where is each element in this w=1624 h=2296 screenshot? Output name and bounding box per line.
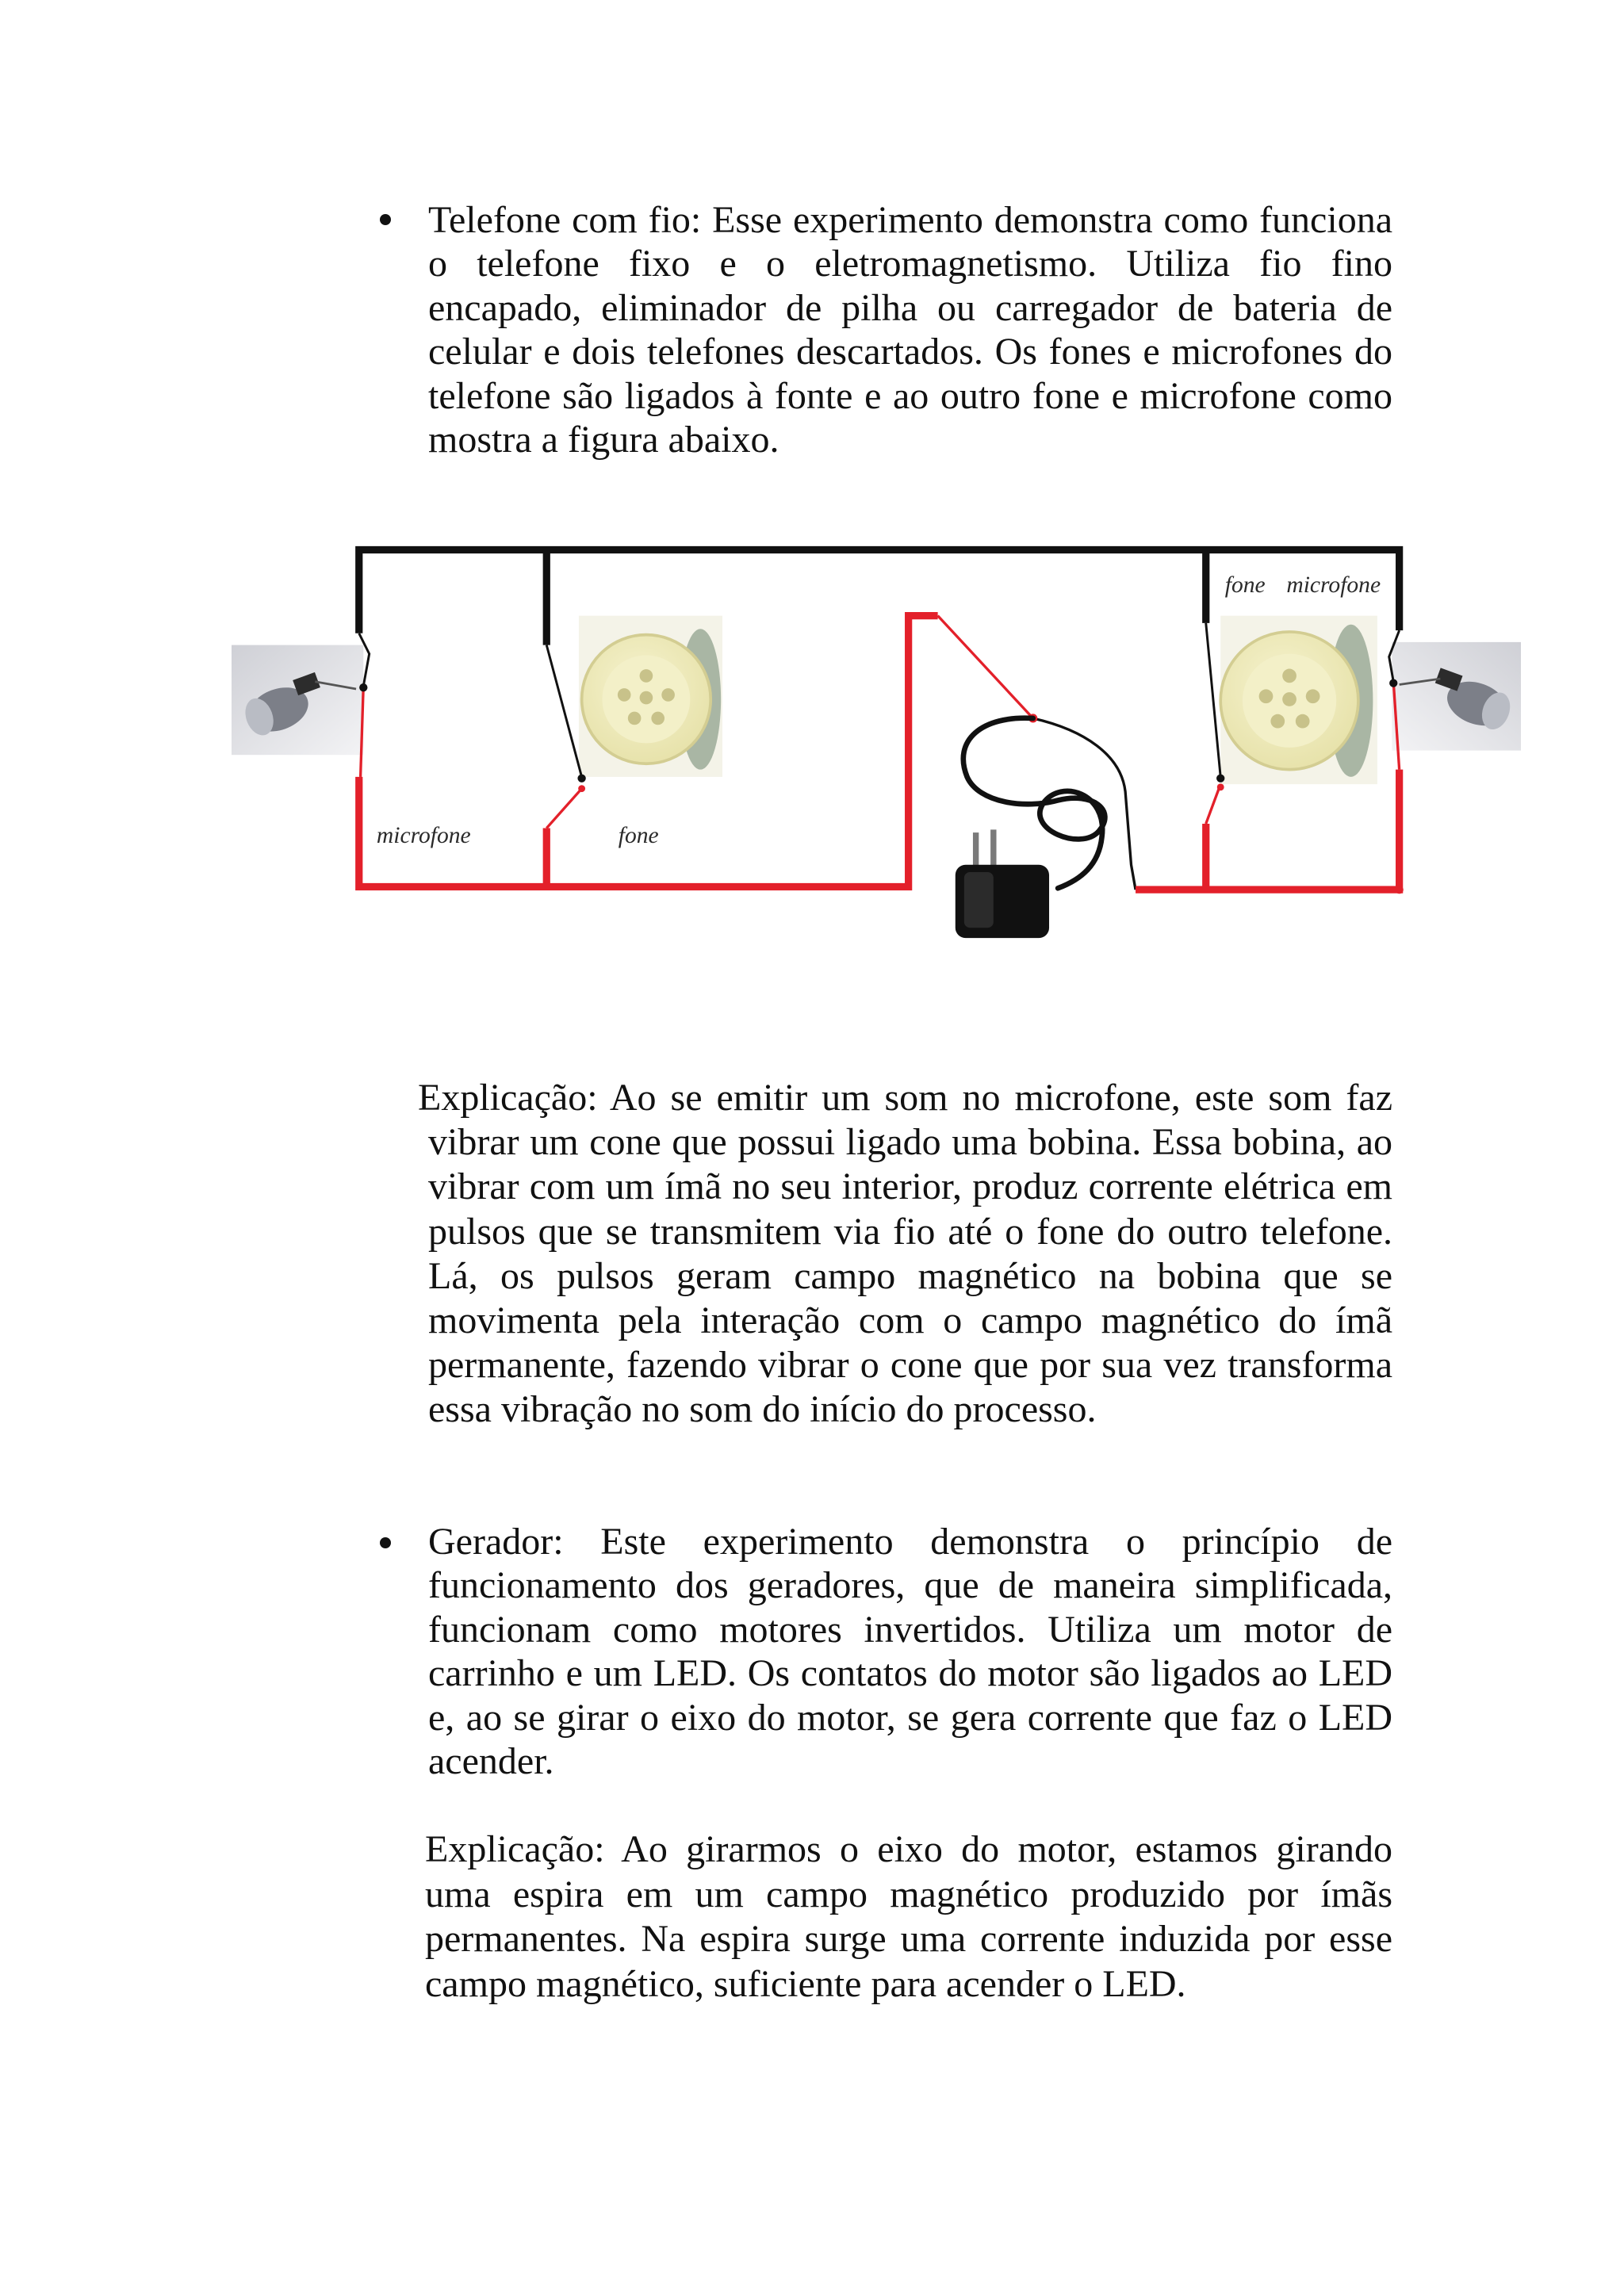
junction-dot bbox=[1395, 885, 1403, 893]
explanation-1-paragraph bbox=[418, 1076, 1392, 1433]
junction-dot bbox=[359, 683, 367, 691]
bullet-dot bbox=[380, 1537, 391, 1548]
paragraph-line: telefone são ligados à fonte e ao outro fone e microfone como bbox=[428, 374, 1392, 417]
paragraph-line: campo magnético, suficiente para acender o LED. bbox=[425, 1962, 1186, 2005]
charger-adapter-image bbox=[956, 718, 1105, 937]
charger-highlight bbox=[964, 871, 994, 927]
bullet-dot bbox=[380, 214, 391, 225]
paragraph-line: vibrar um cone que possui ligado uma bobina. Essa bobina, ao bbox=[428, 1121, 1392, 1164]
earpiece-hole bbox=[618, 688, 631, 702]
paragraph-line: Telefone com fio: Esse experimento demonstra como funciona bbox=[428, 199, 1392, 241]
left-earpiece-black-lead bbox=[546, 645, 581, 776]
junction-dot bbox=[1389, 679, 1397, 687]
left-microphone-image bbox=[232, 645, 363, 755]
paragraph-line: celular e dois telefones descartados. Os fones e microfones do bbox=[428, 331, 1392, 373]
paragraph-line: acender. bbox=[428, 1740, 554, 1783]
paragraph-line: essa vibração no som do início do processo. bbox=[428, 1388, 1097, 1431]
junction-dot bbox=[1217, 783, 1224, 790]
earpiece-hole bbox=[661, 688, 675, 702]
earpiece-hole bbox=[1270, 714, 1285, 728]
explanation-2-paragraph bbox=[425, 1827, 1392, 2007]
paragraph-line: permanente, fazendo vibrar o cone que por sua vez transforma bbox=[428, 1344, 1392, 1387]
earpiece-hole bbox=[640, 691, 653, 704]
right-red-wire bbox=[1136, 769, 1400, 890]
paragraph-line: Explicação: Ao girarmos o eixo do motor, estamos girando bbox=[425, 1828, 1392, 1870]
earpiece-hole bbox=[651, 711, 665, 725]
earpiece-hole bbox=[1296, 714, 1310, 728]
right-earpiece-image bbox=[1220, 615, 1377, 783]
charger-prong bbox=[990, 829, 996, 867]
left-earpiece-label: fone bbox=[618, 822, 659, 848]
wired-telephone-circuit-figure bbox=[232, 535, 1521, 945]
junction-dot bbox=[578, 785, 585, 792]
paragraph-line: Explicação: Ao se emitir um som no microfone, este som faz bbox=[418, 1077, 1392, 1119]
paragraph-line: Lá, os pulsos geram campo magnético na bobina que se bbox=[428, 1254, 1392, 1297]
earpiece-hole bbox=[1306, 689, 1320, 703]
junction-dot bbox=[577, 774, 585, 782]
earpiece-hole bbox=[1282, 668, 1297, 683]
right-microphone-image bbox=[1392, 641, 1521, 750]
paragraph-line: funcionamento dos geradores, que de maneira simplificada, bbox=[428, 1564, 1392, 1607]
right-microphone-label: microfone bbox=[1286, 572, 1381, 598]
paragraph-line: mostra a figura abaixo. bbox=[428, 419, 779, 461]
left-microphone-label: microfone bbox=[376, 822, 471, 848]
telefone-com-fio-paragraph bbox=[428, 198, 1392, 461]
paragraph-line: encapado, eliminador de pilha ou carregador de bateria de bbox=[428, 286, 1392, 329]
right-earpiece-label: fone bbox=[1224, 572, 1266, 598]
junction-dot bbox=[1216, 774, 1224, 782]
paragraph-line: Gerador: Este experimento demonstra o princípio de bbox=[428, 1521, 1392, 1563]
earpiece-hole bbox=[628, 711, 642, 725]
earpiece-hole bbox=[1259, 689, 1274, 703]
paragraph-line: e, ao se girar o eixo do motor, se gera corrente que faz o LED bbox=[428, 1696, 1392, 1739]
paragraph-line: permanentes. Na espira surge uma corrente induzida por esse bbox=[425, 1918, 1392, 1961]
paragraph-line: carrinho e um LED. Os contatos do motor são ligados ao LED bbox=[428, 1652, 1392, 1695]
left-earpiece-image bbox=[579, 615, 722, 776]
paragraph-line: vibrar com um ímã no seu interior, produz corrente elétrica em bbox=[428, 1165, 1392, 1208]
charger-cord bbox=[963, 718, 1105, 888]
right-earpiece-red-lead bbox=[1206, 784, 1220, 824]
earpiece-hole bbox=[640, 669, 653, 683]
right-earpiece-black-lead bbox=[1206, 622, 1220, 776]
gerador-paragraph bbox=[428, 1520, 1392, 1783]
charger-red-lead bbox=[938, 615, 1033, 718]
paragraph-line: funcionam como motores invertidos. Utiliza um motor de bbox=[428, 1608, 1392, 1651]
paragraph-line: pulsos que se transmitem via fio até o fone do outro telefone. bbox=[428, 1210, 1392, 1253]
left-earpiece-red-lead bbox=[546, 788, 581, 828]
paragraph-line: o telefone fixo e o eletromagnetismo. Utiliza fio fino bbox=[428, 243, 1392, 285]
earpiece-hole bbox=[1282, 692, 1297, 706]
paragraph-line: movimenta pela interação com o campo magnético do ímã bbox=[428, 1299, 1392, 1342]
paragraph-line: uma espira em um campo magnético produzido por ímãs bbox=[425, 1873, 1392, 1915]
